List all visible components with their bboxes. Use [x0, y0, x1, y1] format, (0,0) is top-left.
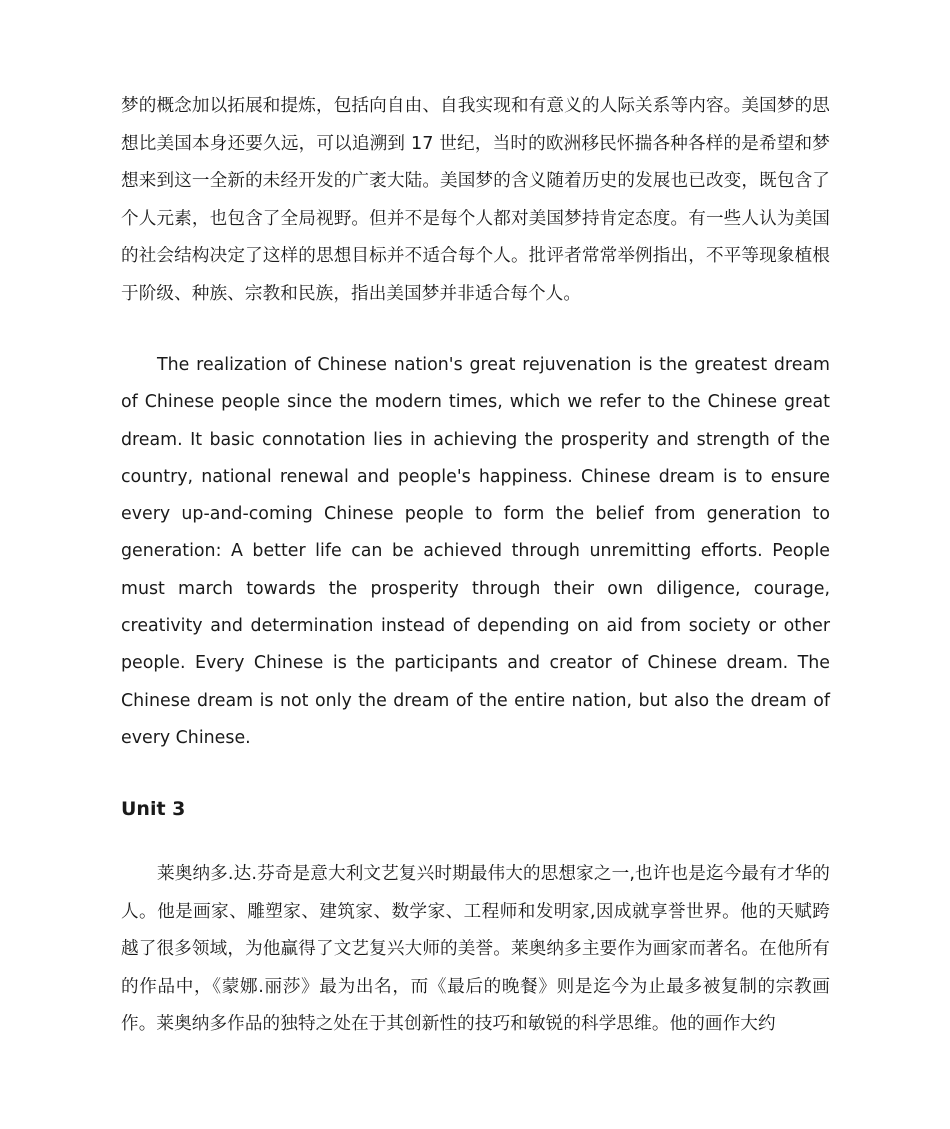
chinese-dream-paragraph: The realization of Chinese nation's great rejuvenation is the greatest dream of Chinese people since the modern times, which we refer to the Chinese great dream. It basic connotation lies in achieving the prosperity and strength of the country, national renewal and people's happiness. Chinese dream is to ensure every up-and-coming Chinese people to form the belief from generation to generation: A better life can be achieved through unremitting efforts. People must march towards the prosperity through their own diligence, courage, creativity and determination instead of depending on aid from society or other people. Every Chinese is the participants and creator of Chinese dream. The Chinese dream is not only the dream of the entire nation, but also the dream of every Chinese.: [121, 355, 830, 748]
american-dream-paragraph: 梦的概念加以拓展和提炼，包括向自由、自我实现和有意义的人际关系等内容。美国梦的思想比美国本身还要久远，可以追溯到 17 世纪，当时的欧洲移民怀揣各种各样的是希望和梦想来到这一全新的未经开发的广袤大陆。美国梦的含义随着历史的发展也已改变，既包含了个人元素，也包含了全局视野。但并不是每个人都对美国梦持肯定态度。有一些人认为美国的社会结构决定了这样的思想目标并不适合每个人。批评者常常举例指出，不平等现象植根于阶级、种族、宗教和民族，指出美国梦并非适合每个人。: [121, 96, 830, 304]
leonardo-paragraph: 莱奥纳多.达.芬奇是意大利文艺复兴时期最伟大的思想家之一,也许也是迄今最有才华的人。他是画家、雕塑家、建筑家、数学家、工程师和发明家,因成就享誉世界。他的天赋跨越了很多领域，为他赢得了文艺复兴大师的美誉。莱奥纳多主要作为画家而著名。在他所有的作品中，《蒙娜.丽莎》最为出名，而《最后的晚餐》则是迄今为止最多被复制的宗教画作。莱奥纳多作品的独特之处在于其创新性的技巧和敏锐的科学思维。他的画作大约: [121, 864, 830, 1035]
unit-heading: Unit 3: [121, 798, 186, 821]
document-page: [121, 88, 830, 1044]
